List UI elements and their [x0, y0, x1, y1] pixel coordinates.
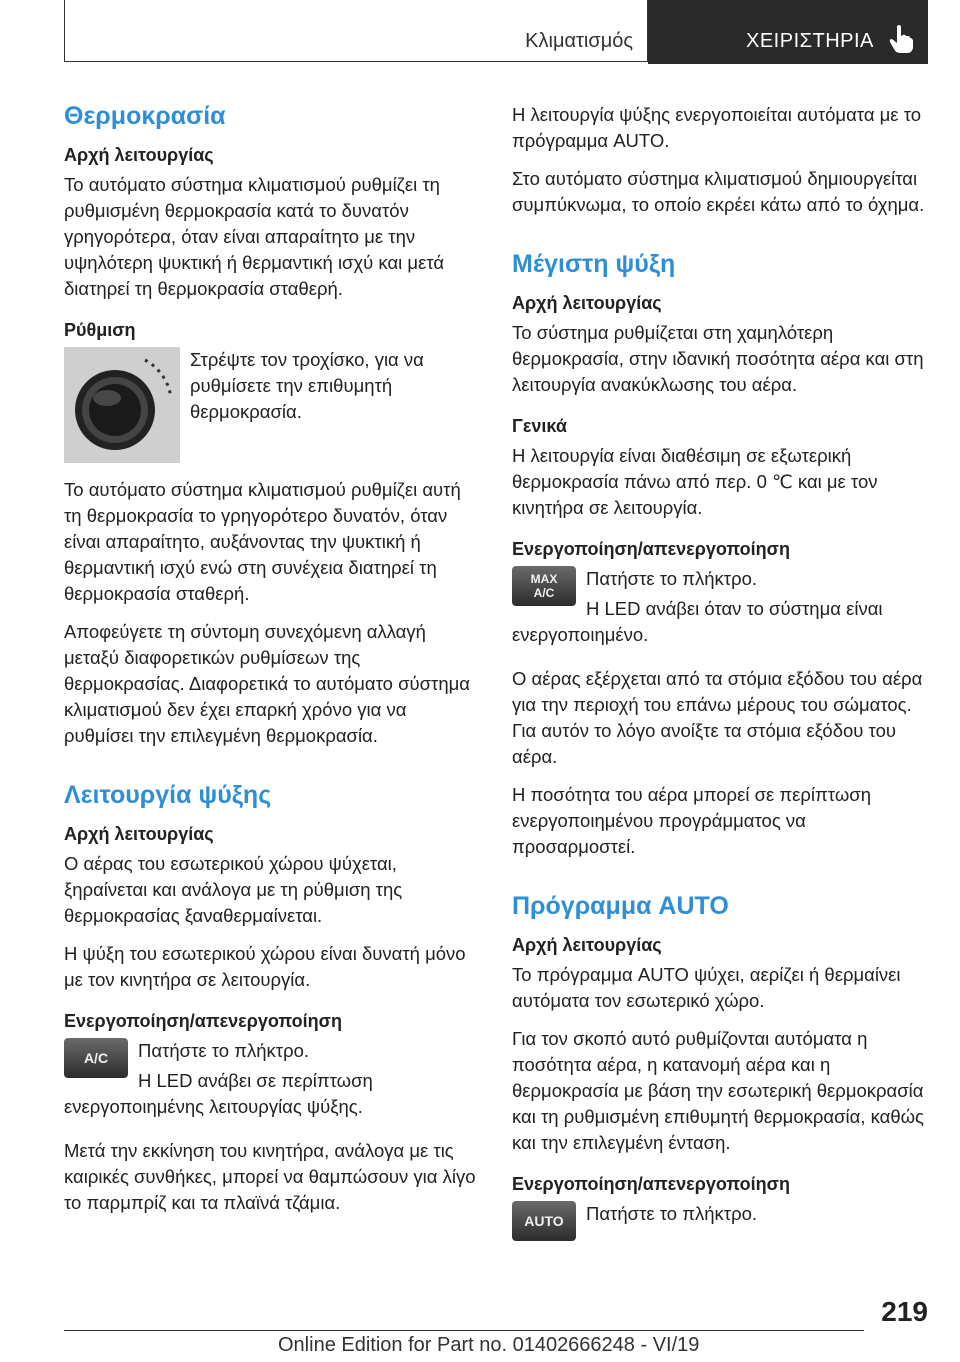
ac-led-text: Η LED ανάβει σε περίπτωση ενεργοποιημένης λειτουργίας ψύξης.: [64, 1070, 373, 1117]
subheading-principle: Αρχή λειτουργίας: [64, 145, 214, 165]
subheading-cooling-activation: Ενεργοποίηση/απενεργοποίηση: [64, 1011, 342, 1031]
chapter-box: [64, 0, 648, 62]
cooling-text-2: Η ψύξη του εσωτερικού χώρου είναι δυνατή μόνο με τον κινητήρα σε λειτουργία.: [64, 943, 466, 990]
auto-cooling-text: Η λειτουργία ψύξης ενεργοποιείται αυτόματα με το πρόγραμμα AUTO.: [512, 104, 922, 151]
footer-divider: [64, 1330, 864, 1331]
page-header: [64, 0, 928, 64]
right-column: [512, 102, 928, 1255]
chapter-title: Κλιματισμός: [525, 30, 633, 52]
section-tab-label: ΧΕΙΡΙΣΤΗΡΙΑ: [746, 30, 874, 52]
auto-press-instruction: Πατήστε το πλήκτρο.: [586, 1203, 758, 1224]
auto-text-1: Το πρόγραμμα AUTO ψύχει, αερίζει ή θερμαίνει αυτόματα τον εσωτερικό χώρο.: [512, 964, 901, 1011]
left-column: [64, 96, 480, 1228]
max-ac-button-row: [512, 566, 928, 652]
hand-pointer-icon: [888, 24, 914, 54]
heading-cooling: Λειτουργία ψύξης: [64, 781, 272, 809]
heading-max-cooling: Μέγιστη ψύξη: [512, 250, 676, 278]
ac-button-row: [64, 1038, 480, 1124]
section-tab: [648, 0, 928, 64]
page-number: 219: [881, 1296, 928, 1327]
subheading-general: Γενικά: [512, 416, 567, 436]
max-principle-text: Το σύστημα ρυθμίζεται στη χαμηλότερη θερμοκρασία, στην ιδανική ποσότητα αέρα και στη λειτουργία ανακύκλωσης του αέρα.: [512, 322, 924, 395]
temperature-knob-image: [64, 347, 180, 463]
condensate-text: Στο αυτόματο σύστημα κλιματισμού δημιουργείται συμπύκνωμα, το οποίο εκρέει κάτω από το όχημα.: [512, 168, 925, 215]
max-text-3: Ο αέρας εξέρχεται από τα στόμια εξόδου του αέρα για την περιοχή του επάνω μέρους του σώματος. Για αυτόν το λόγο ανοίξτε τα στόμια εξόδου του αέρα.: [512, 668, 923, 767]
max-led-text: Η LED ανάβει όταν το σύστημα είναι ενεργοποιημένο.: [512, 598, 883, 645]
subheading-cooling-principle: Αρχή λειτουργίας: [64, 824, 214, 844]
auto-button-row: [512, 1201, 928, 1241]
setting-figure-row: [64, 347, 480, 463]
auto-button-image: AUTO: [512, 1201, 576, 1241]
cooling-text-3: Μετά την εκκίνηση του κινητήρα, ανάλογα με τις καιρικές συνθήκες, μπορεί να θαμπώσουν για λίγο το παρμπρίζ και τα πλαϊνά τζάμια.: [64, 1140, 476, 1213]
temperature-text-2: Το αυτόματο σύστημα κλιματισμού ρυθμίζει αυτή τη θερμοκρασία το γρηγορότερο δυνατόν, όταν είναι απαραίτητο, αυξάνοντας την ψυκτική ή θερμαντική ισχύ ενώ στη συνέχεια διατηρεί τη θερμοκρασία σταθερή.: [64, 479, 461, 604]
footer-edition: [278, 1334, 699, 1357]
max-text-4: Η ποσότητα του αέρα μπορεί σε περίπτωση ενεργοποιημένου προγράμματος να προσαρμοστεί.: [512, 784, 871, 857]
heading-auto-program: Πρόγραμμα AUTO: [512, 892, 729, 920]
subheading-max-activation: Ενεργοποίηση/απενεργοποίηση: [512, 539, 790, 559]
subheading-auto-activation: Ενεργοποίηση/απενεργοποίηση: [512, 1174, 790, 1194]
auto-text-2: Για τον σκοπό αυτό ρυθμίζονται αυτόματα η ποσότητα αέρα, η κατανομή αέρα και η θερμοκρασία με βάση την εσωτερική θερμοκρασία και τη ρυθμισμένη επιθυμητή θερμοκρασία, καθώς και την επιλεγμένη ένταση.: [512, 1028, 924, 1153]
max-ac-button-line2: A/C: [533, 586, 555, 600]
ac-button-image: A/C: [64, 1038, 128, 1078]
max-general-text: Η λειτουργία είναι διαθέσιμη σε εξωτερική θερμοκρασία πάνω από περ. 0 ℃ και με τον κινητήρα σε λειτουργία.: [512, 445, 878, 518]
edition-text: Online Edition for Part no. 01402666248 - VI/19: [278, 1334, 700, 1356]
subheading-max-principle: Αρχή λειτουργίας: [512, 293, 662, 313]
subheading-auto-principle: Αρχή λειτουργίας: [512, 935, 662, 955]
heading-temperature: Θερμοκρασία: [64, 102, 226, 130]
subheading-setting: Ρύθμιση: [64, 320, 136, 340]
temperature-principle-text: Το αυτόματο σύστημα κλιματισμού ρυθμίζει τη ρυθμισμένη θερμοκρασία κατά το δυνατόν γρηγορότερα, όταν είναι απαραίτητο με την υψηλότερη ψυκτική ή θερμαντική ισχύ και μετά διατηρεί τη θερμοκρασία σταθερή.: [64, 174, 445, 299]
rotary-knob-icon: [67, 350, 177, 460]
max-ac-button-line1: MAX: [530, 572, 558, 586]
ac-press-instruction: Πατήστε το πλήκτρο.: [138, 1040, 310, 1061]
max-press-instruction: Πατήστε το πλήκτρο.: [586, 568, 758, 589]
cooling-text-1: Ο αέρας του εσωτερικού χώρου ψύχεται, ξηραίνεται και ανάλογα με τη ρύθμιση της θερμοκρασίας ξαναθερμαίνεται.: [64, 853, 403, 926]
setting-instruction: Στρέψτε τον τροχίσκο, για να ρυθμίσετε την επιθυμητή θερμοκρασία.: [190, 349, 424, 422]
temperature-text-3: Αποφεύγετε τη σύντομη συνεχόμενη αλλαγή μεταξύ διαφορετικών ρυθμίσεων της θερμοκρασίας. Διαφορετικά το αυτόματο σύστημα κλιματισμού δεν έχει επαρκή χρόνο για να ρυθμίσει την επιλεγμένη θερμοκρασία.: [64, 621, 470, 746]
